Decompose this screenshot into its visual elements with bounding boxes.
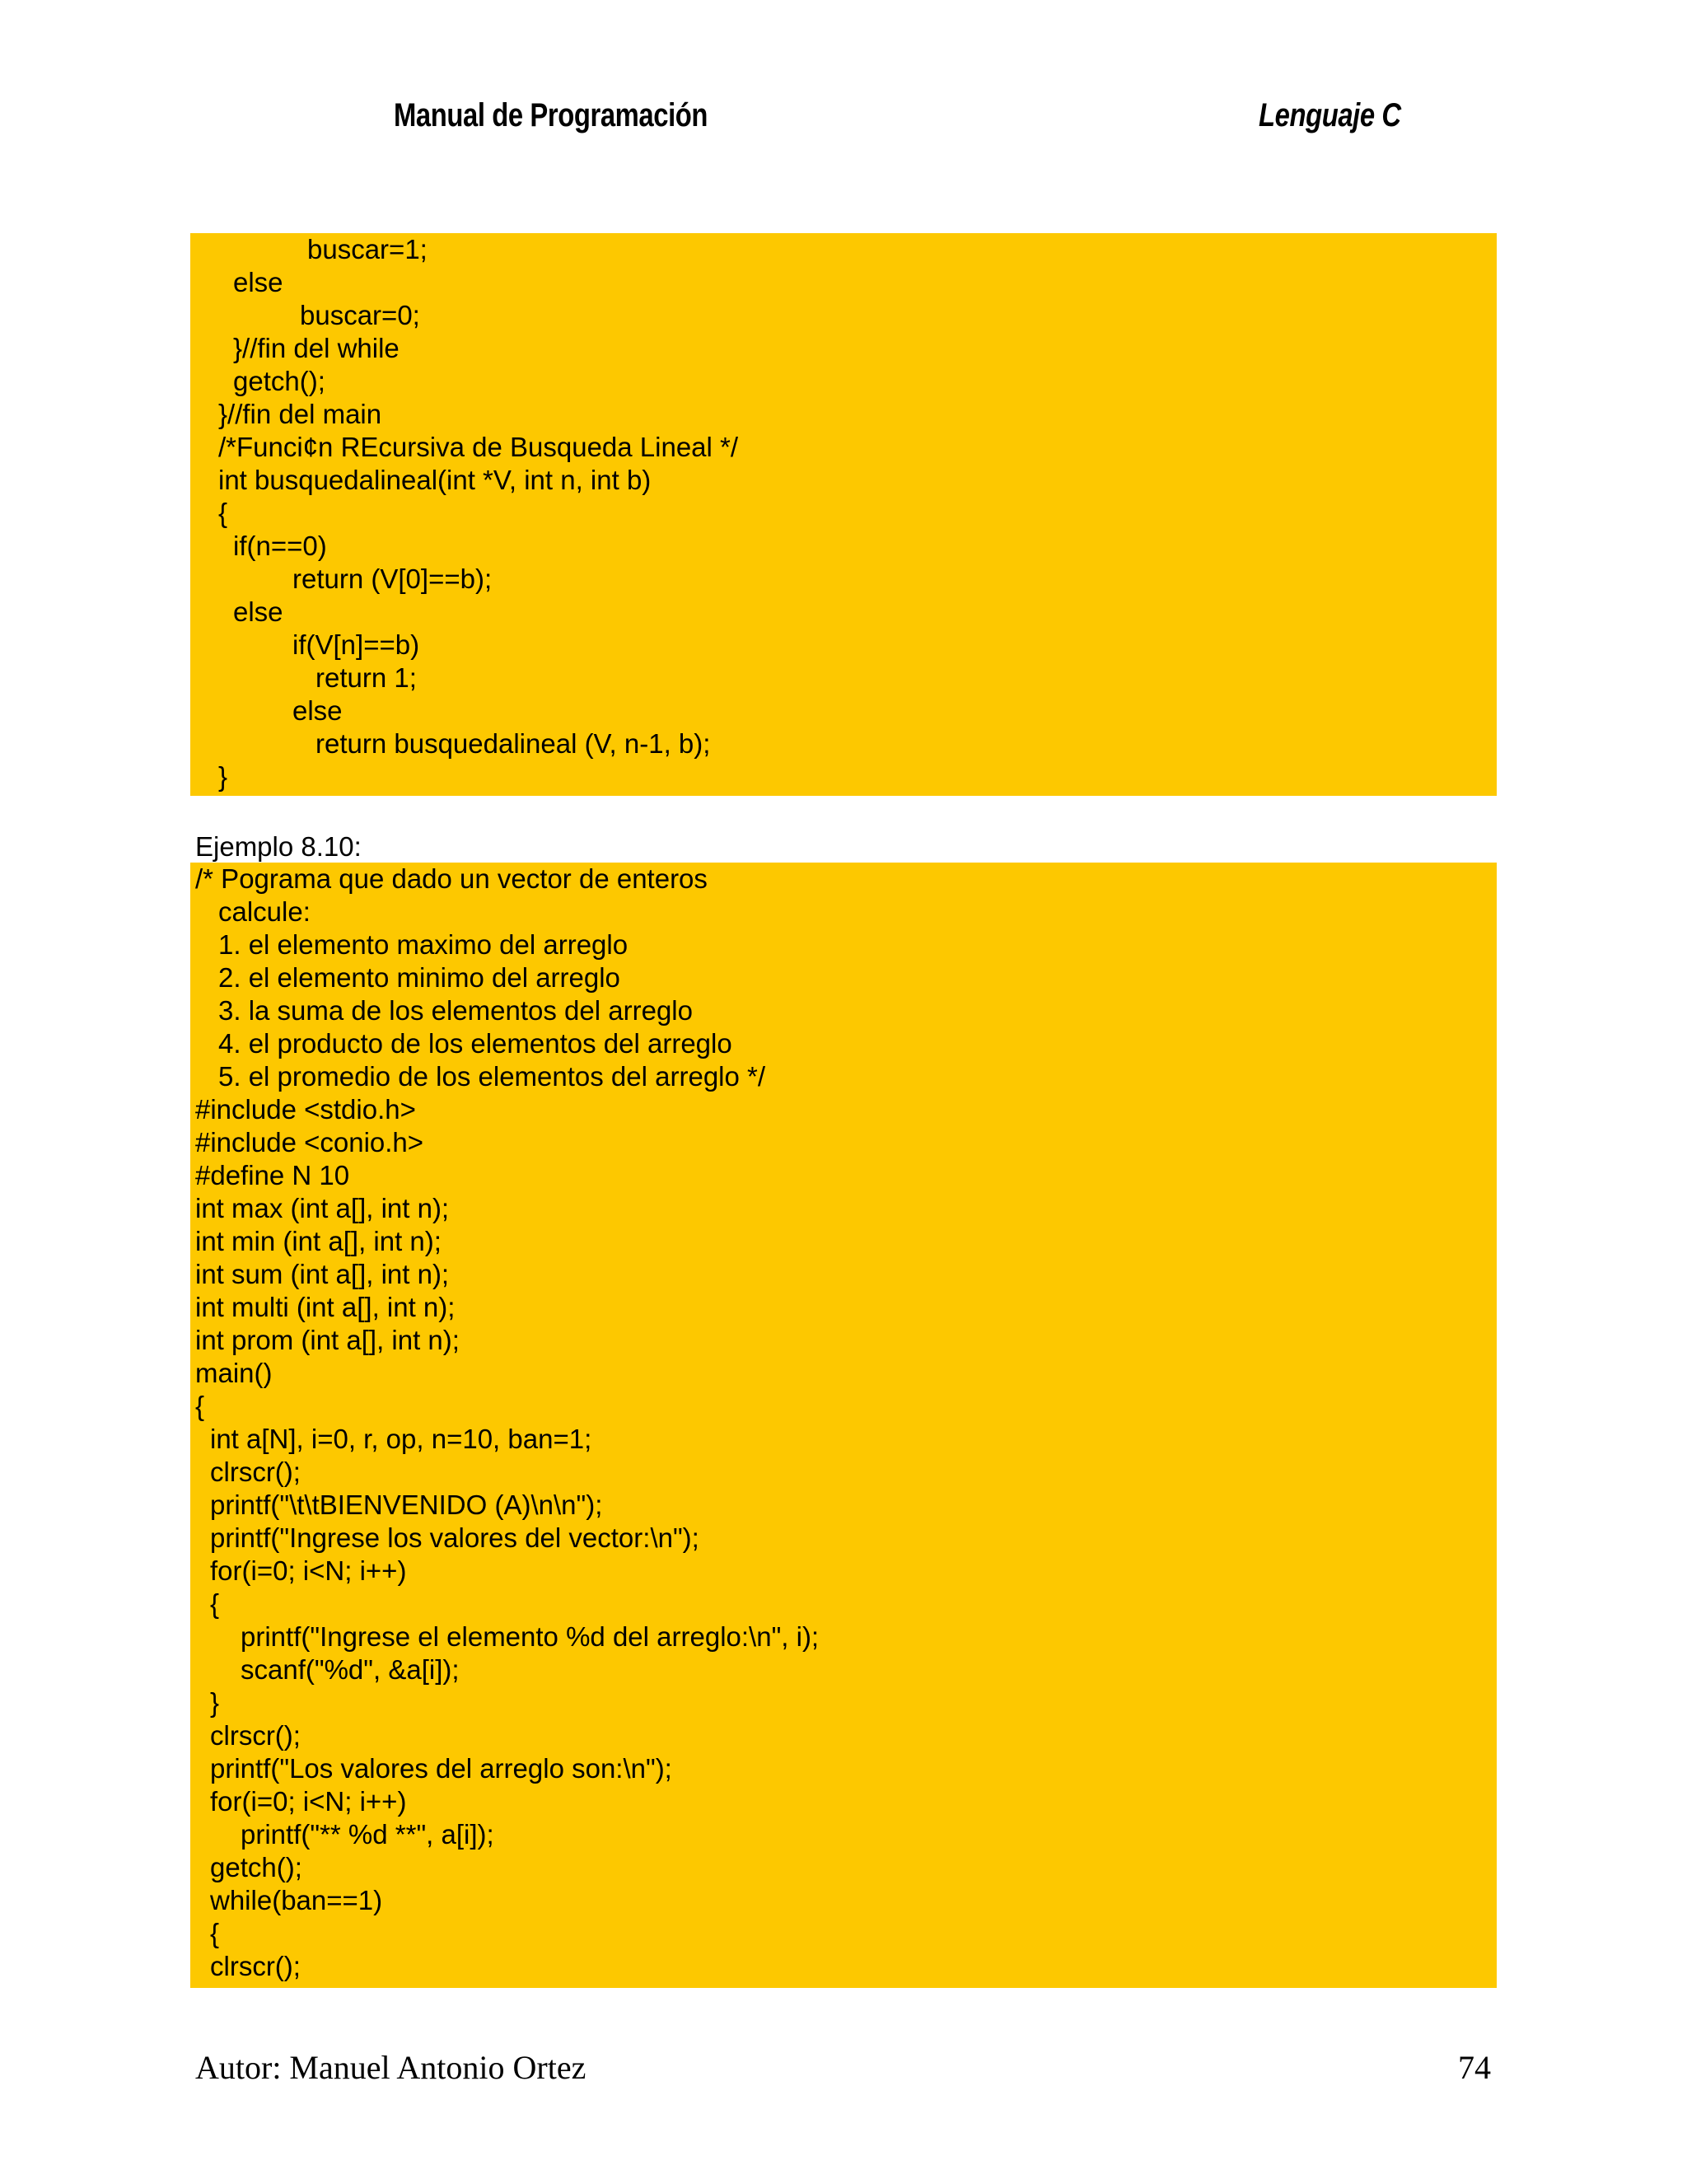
code-line: return busquedalineal (V, n-1, b); [315, 728, 711, 759]
code-line: }//fin del main [218, 399, 382, 429]
code-line: #include <stdio.h> [195, 1094, 416, 1125]
code-line: return (V[0]==b); [292, 564, 493, 594]
code-line: printf("** %d **", a[i]); [241, 1819, 494, 1850]
code-line: clrscr(); [210, 1457, 301, 1487]
code-line: scanf("%d", &a[i]); [241, 1654, 460, 1685]
code-line: calcule: [218, 896, 311, 927]
code-line: int max (int a[], int n); [195, 1193, 450, 1223]
code-line: /* Pograma que dado un vector de enteros [195, 863, 708, 894]
code-line: }//fin del while [233, 333, 400, 363]
code-line: 5. el promedio de los elementos del arreglo */ [218, 1061, 766, 1092]
document-title: Manual de Programación [394, 97, 708, 133]
code-line: buscar=0; [300, 300, 420, 330]
code-line: } [218, 761, 228, 792]
code-line: { [195, 1391, 205, 1421]
code-line: while(ban==1) [210, 1885, 383, 1915]
code-line: 4. el producto de los elementos del arreglo [218, 1028, 732, 1059]
code-line: 1. el elemento maximo del arreglo [218, 929, 629, 960]
code-line: if(n==0) [233, 531, 327, 561]
code-line: buscar=1; [307, 234, 428, 264]
code-line: { [210, 1918, 220, 1948]
code-line: /*Funci¢n REcursiva de Busqueda Lineal */ [218, 432, 739, 462]
code-line: int sum (int a[], int n); [195, 1259, 450, 1289]
code-line: #include <conio.h> [195, 1127, 424, 1157]
code-line: clrscr(); [210, 1951, 301, 1981]
code-line: return 1; [315, 662, 417, 693]
code-line: if(V[n]==b) [292, 629, 420, 660]
code-line: 3. la suma de los elementos del arreglo [218, 995, 693, 1026]
code-line: else [233, 596, 283, 627]
code-line: int busquedalineal(int *V, int n, int b) [218, 465, 652, 495]
code-line: for(i=0; i<N; i++) [210, 1555, 407, 1586]
code-line: printf("Ingrese los valores del vector:\n"); [210, 1522, 699, 1553]
code-line: int a[N], i=0, r, op, n=10, ban=1; [210, 1424, 592, 1454]
code-line: getch(); [210, 1852, 302, 1882]
code-line: printf("\t\tBIENVENIDO (A)\n\n"); [210, 1490, 603, 1520]
example-label: Ejemplo 8.10: [195, 831, 362, 862]
code-line: else [233, 267, 283, 297]
code-line: } [210, 1687, 220, 1718]
code-line: int multi (int a[], int n); [195, 1292, 456, 1322]
code-line: { [210, 1588, 220, 1619]
code-line: getch(); [233, 366, 325, 396]
code-line: main() [195, 1358, 273, 1388]
code-line: #define N 10 [195, 1160, 350, 1190]
footer-author: Autor: Manuel Antonio Ortez [195, 2049, 586, 2086]
code-block-1 [190, 233, 1497, 796]
code-line: 2. el elemento minimo del arreglo [218, 962, 620, 993]
code-line: int min (int a[], int n); [195, 1226, 442, 1256]
code-line: else [292, 695, 343, 726]
code-line: { [218, 498, 228, 528]
document-subject: Lenguaje C [1259, 97, 1401, 133]
code-line: printf("Los valores del arreglo son:\n"); [210, 1753, 672, 1784]
code-line: clrscr(); [210, 1720, 301, 1751]
code-block-2 [190, 863, 1497, 1988]
code-line: printf("Ingrese el elemento %d del arreglo:\n", i); [241, 1621, 820, 1652]
code-line: for(i=0; i<N; i++) [210, 1786, 407, 1817]
page-number: 74 [1458, 2049, 1491, 2086]
code-line: int prom (int a[], int n); [195, 1325, 460, 1355]
